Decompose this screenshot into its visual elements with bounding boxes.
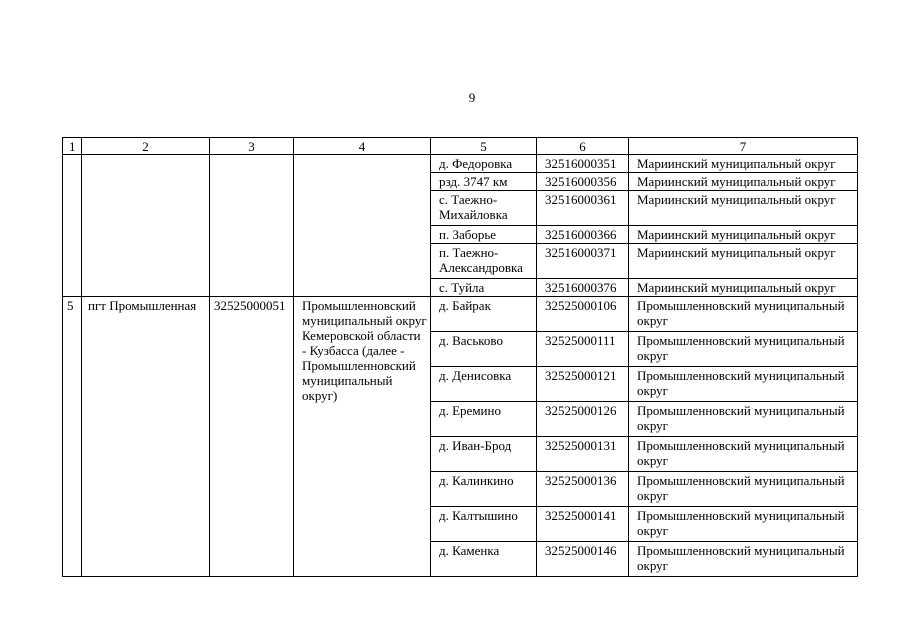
- code-cell: 32525000126: [537, 402, 629, 437]
- column-header: 5: [431, 138, 537, 155]
- code-cell: 32525000106: [537, 297, 629, 332]
- column-header: 4: [294, 138, 431, 155]
- district-cell: Промышленновский муниципальный округ: [629, 542, 858, 577]
- district-cell: Мариинский муниципальный округ: [629, 279, 858, 297]
- settlement-cell: д. Калтышино: [431, 507, 537, 542]
- table-row: [63, 297, 858, 332]
- column-header: 6: [537, 138, 629, 155]
- code-cell: 32516000366: [537, 226, 629, 244]
- municipality-cell: Промышленновский муниципальный округ Кемеровской области - Кузбасса (далее - Промышленновский муниципальный округ): [294, 297, 431, 577]
- district-cell: Промышленновский муниципальный округ: [629, 472, 858, 507]
- code-cell: 32525000146: [537, 542, 629, 577]
- settlement-cell: п. Таежно-Александровка: [431, 244, 537, 279]
- empty-municipality-cell: [294, 155, 431, 297]
- settlement-cell: д. Денисовка: [431, 367, 537, 402]
- settlements-table: [62, 137, 858, 577]
- code-cell: 32516000371: [537, 244, 629, 279]
- empty-number-cell: [63, 155, 82, 297]
- administrative-center-cell: пгт Промышленная: [82, 297, 210, 577]
- settlement-cell: д. Байрак: [431, 297, 537, 332]
- district-cell: Мариинский муниципальный округ: [629, 226, 858, 244]
- settlement-cell: д. Еремино: [431, 402, 537, 437]
- settlement-cell: рзд. 3747 км: [431, 173, 537, 191]
- district-cell: Промышленновский муниципальный округ: [629, 402, 858, 437]
- row-number-cell: 5: [63, 297, 82, 577]
- table-header-row: [63, 138, 858, 155]
- settlement-cell: с. Туйла: [431, 279, 537, 297]
- code-cell: 32516000361: [537, 191, 629, 226]
- code-cell: 32525000141: [537, 507, 629, 542]
- code-cell: 32525000131: [537, 437, 629, 472]
- page-number: 9: [468, 90, 476, 105]
- code-cell: 32525000121: [537, 367, 629, 402]
- settlement-cell: д. Иван-Брод: [431, 437, 537, 472]
- settlement-cell: д. Васьково: [431, 332, 537, 367]
- code-cell: 32525000111: [537, 332, 629, 367]
- district-cell: Промышленновский муниципальный округ: [629, 332, 858, 367]
- column-header: 2: [82, 138, 210, 155]
- code-cell: 32516000376: [537, 279, 629, 297]
- settlement-cell: д. Федоровка: [431, 155, 537, 173]
- district-cell: Мариинский муниципальный округ: [629, 155, 858, 173]
- district-cell: Промышленновский муниципальный округ: [629, 367, 858, 402]
- settlement-cell: с. Таежно-Михайловка: [431, 191, 537, 226]
- district-cell: Промышленновский муниципальный округ: [629, 297, 858, 332]
- district-cell: Промышленновский муниципальный округ: [629, 507, 858, 542]
- empty-code-cell: [210, 155, 294, 297]
- column-header: 3: [210, 138, 294, 155]
- column-header: 1: [63, 138, 82, 155]
- table-row: [63, 155, 858, 173]
- district-cell: Мариинский муниципальный округ: [629, 173, 858, 191]
- column-header: 7: [629, 138, 858, 155]
- code-cell: 32525000136: [537, 472, 629, 507]
- code-cell: 32516000356: [537, 173, 629, 191]
- district-cell: Мариинский муниципальный округ: [629, 191, 858, 226]
- empty-center-cell: [82, 155, 210, 297]
- settlement-cell: д. Каменка: [431, 542, 537, 577]
- code-cell: 32516000351: [537, 155, 629, 173]
- district-cell: Промышленновский муниципальный округ: [629, 437, 858, 472]
- settlement-cell: п. Заборье: [431, 226, 537, 244]
- center-code-cell: 32525000051: [210, 297, 294, 577]
- district-cell: Мариинский муниципальный округ: [629, 244, 858, 279]
- settlement-cell: д. Калинкино: [431, 472, 537, 507]
